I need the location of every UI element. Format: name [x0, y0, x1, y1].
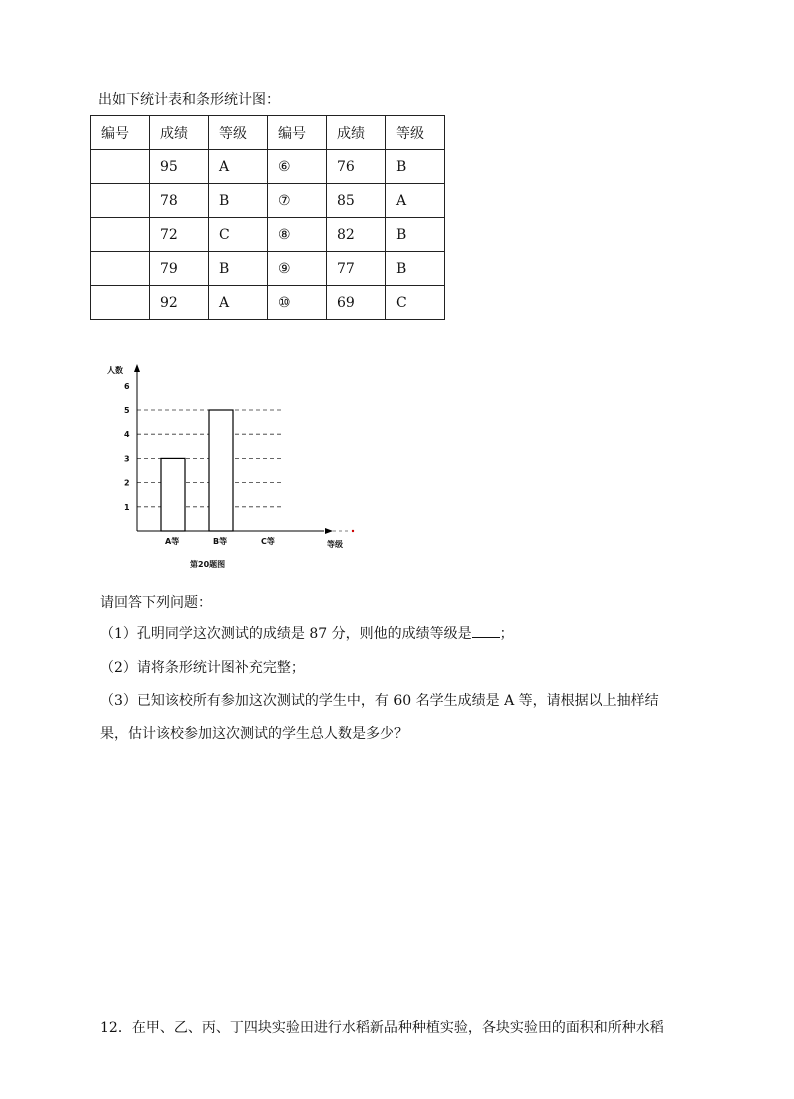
bar-2	[209, 410, 233, 531]
x-tick-label: C等	[261, 537, 275, 546]
table-cell	[91, 252, 150, 286]
table-cell: B	[386, 252, 445, 286]
table-cell: 95	[150, 150, 209, 184]
table-cell: C	[209, 218, 268, 252]
header-cell: 等级	[386, 116, 445, 150]
table-row	[91, 286, 445, 320]
table-cell: 79	[150, 252, 209, 286]
table-cell: 92	[150, 286, 209, 320]
table-row	[91, 218, 445, 252]
table-cell: 72	[150, 218, 209, 252]
chart-caption: 第20题图	[190, 560, 226, 569]
x-tick-label: B等	[213, 537, 228, 546]
header-cell: 成绩	[150, 116, 209, 150]
question-1-end: ；	[499, 626, 514, 642]
table-cell: ⑨	[268, 252, 327, 286]
table-cell	[91, 150, 150, 184]
x-axis-arrow	[325, 528, 333, 534]
answer-blank	[472, 623, 500, 638]
x-axis-label: 等级	[327, 540, 343, 549]
y-tick-label: 5	[124, 406, 130, 415]
header-cell: 编号	[91, 116, 150, 150]
question-1	[100, 623, 514, 643]
y-tick-labels	[124, 382, 130, 512]
bar-1	[161, 458, 185, 531]
table-cell: 76	[327, 150, 386, 184]
y-tick-label: 2	[124, 478, 130, 488]
table-cell: ⑩	[268, 286, 327, 320]
y-tick-label: 6	[124, 381, 130, 391]
header-cell: 成绩	[327, 116, 386, 150]
y-tick-label: 3	[124, 454, 130, 464]
question-1-text: （1）孔明同学这次测试的成绩是 87 分，则他的成绩等级是	[100, 626, 472, 642]
table-cell: B	[209, 252, 268, 286]
table-cell	[91, 184, 150, 218]
question-3-line-1: （3）已知该校所有参加这次测试的学生中，有 60 名学生成绩是 A 等，请根据以上抽样结	[100, 693, 659, 709]
x-axis-tip-mark	[352, 530, 354, 532]
x-tick-label: A等	[165, 537, 180, 546]
question-3-line-2: 果，估计该校参加这次测试的学生总人数是多少？	[100, 726, 408, 742]
table-cell: ⑥	[268, 150, 327, 184]
table-row	[91, 150, 445, 184]
question-2: （2）请将条形统计图补充完整；	[100, 660, 305, 676]
y-axis-label: 人数	[107, 366, 123, 375]
x-tick-labels	[165, 536, 275, 546]
table-cell: 78	[150, 184, 209, 218]
header-cell: 等级	[209, 116, 268, 150]
y-tick-label: 1	[124, 502, 130, 512]
chart-bars	[161, 410, 233, 531]
intro-text: 出如下统计表和条形统计图：	[98, 92, 280, 108]
score-table	[90, 115, 445, 320]
table-cell: ⑦	[268, 184, 327, 218]
table-cell: C	[386, 286, 445, 320]
table-cell: 85	[327, 184, 386, 218]
table-cell	[91, 218, 150, 252]
table-cell: A	[209, 150, 268, 184]
table-cell: A	[386, 184, 445, 218]
table-row	[91, 252, 445, 286]
y-axis-arrow	[134, 364, 140, 372]
table-cell: 77	[327, 252, 386, 286]
y-tick-label: 4	[124, 430, 130, 440]
table-cell: A	[209, 286, 268, 320]
table-cell: B	[209, 184, 268, 218]
next-problem-text: 12．在甲、乙、丙、丁四块实验田进行水稻新品种种植实验，各块实验田的面积和所种水稻	[100, 1020, 664, 1036]
table-cell: ⑧	[268, 218, 327, 252]
bar-chart	[100, 358, 370, 573]
table-cell: 82	[327, 218, 386, 252]
table-row	[91, 184, 445, 218]
table-cell	[91, 286, 150, 320]
table-cell: 69	[327, 286, 386, 320]
table-header-row	[91, 116, 445, 150]
header-cell: 编号	[268, 116, 327, 150]
table-cell: B	[386, 218, 445, 252]
questions-prompt: 请回答下列问题：	[100, 595, 212, 611]
table-cell: B	[386, 150, 445, 184]
